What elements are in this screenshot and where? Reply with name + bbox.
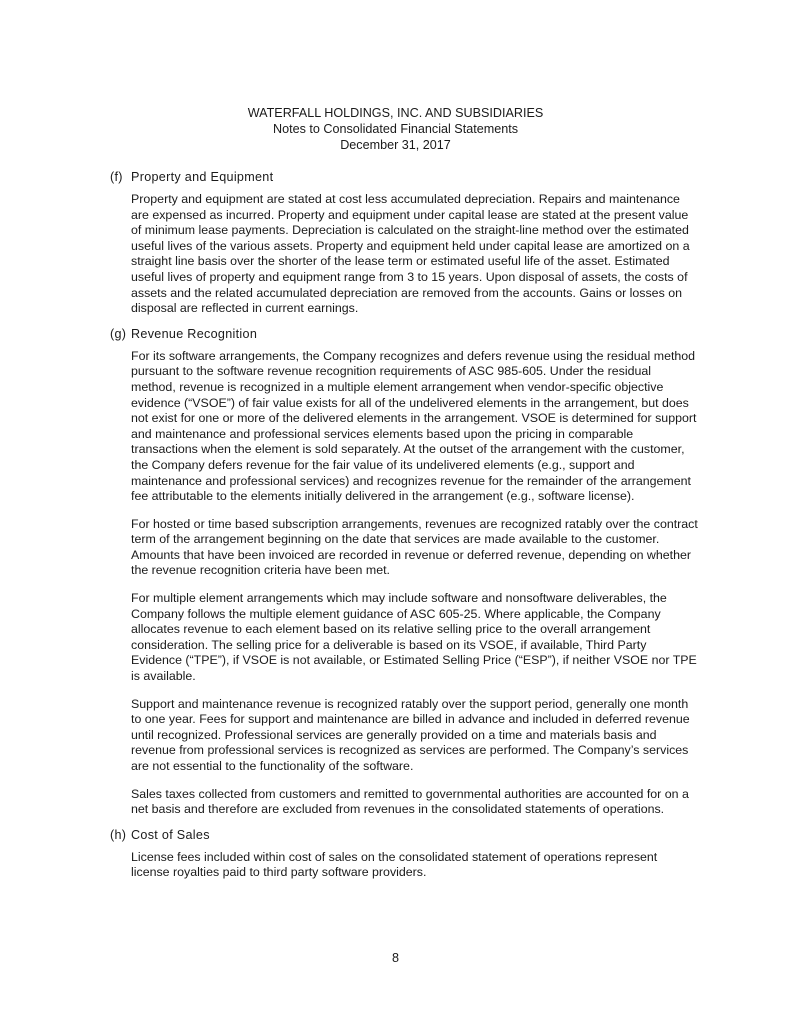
section-heading bbox=[0, 827, 791, 844]
document-header bbox=[0, 105, 791, 153]
paragraph: License fees included within cost of sales on the consolidated statement of operations represent license royalties paid to third party software providers. bbox=[131, 849, 658, 880]
section-property-and-equipment bbox=[0, 169, 791, 317]
section-heading bbox=[0, 326, 791, 343]
paragraph: Support and maintenance revenue is recognized ratably over the support period, generally one month to one year. Fees for support and maintenance are billed in advance and included in deferred revenue until recognized. Professional services are generally provided on a time and materials basis and revenue from professional services is recognized as services are performed. The Company’s services are not essential to the functionality of the software. bbox=[131, 696, 690, 773]
section-cost-of-sales bbox=[0, 827, 791, 881]
notes-body bbox=[0, 169, 791, 893]
page-number: 8 bbox=[391, 951, 399, 965]
section-letter: (g) bbox=[110, 326, 127, 341]
document-subtitle: Notes to Consolidated Financial Statements bbox=[272, 122, 518, 136]
section-heading bbox=[0, 169, 791, 186]
section-letter: (f) bbox=[110, 170, 123, 184]
paragraph: Property and equipment are stated at cost less accumulated depreciation. Repairs and maintenance are expensed as incurred. Property and equipment under capital lease are stated at the present value of minimum lease payments. Depreciation is calculated on the straight-line method over the estimated useful lives of the various assets. Property and equipment held under capital lease are amortized on a straight line basis over the shorter of the lease term or estimated useful life of the asset. Estimated useful lives of property and equipment range from 3 to 15 years. Upon disposal of assets, the costs of assets and the related accumulated depreciation are removed from the accounts. Gains or losses on disposal are reflected in current earnings. bbox=[131, 192, 690, 316]
paragraph: For multiple element arrangements which may include software and nonsoftware deliverables, the Company follows the multiple element guidance of ASC 605-25. Where applicable, the Company allocates revenue to each element based on its relative selling price to the overall arrangement consideration. The selling price for a deliverable is based on its VSOE, if available, Third Party Evidence (“TPE”), if VSOE is not available, or Estimated Selling Price (“ESP”), if neither VSOE nor TPE is available. bbox=[131, 591, 697, 684]
statement-date: December 31, 2017 bbox=[340, 138, 451, 152]
section-letter: (h) bbox=[110, 827, 127, 842]
section-title: Property and Equipment bbox=[131, 170, 274, 184]
paragraph: For its software arrangements, the Company recognizes and defers revenue using the residual method pursuant to the software revenue recognition requirements of ASC 985-605. Under the residual method, revenue is recognized in a multiple element arrangement when vendor-specific objective evidence (“VSOE”) of fair value exists for all of the undelivered elements in the arrangement, but does not exist for one or more of the delivered elements in the arrangement. VSOE is determined for support and maintenance and professional services elements based upon the pricing in comparable transactions when the element is sold separately. At the outset of the arrangement with the customer, the Company defers revenue for the fair value of its undelivered elements (e.g., support and maintenance and professional services) and recognizes revenue for the remainder of the arrangement fee attributable to the elements initially delivered in the arrangement (e.g., software license). bbox=[131, 348, 697, 504]
company-name: WATERFALL HOLDINGS, INC. AND SUBSIDIARIES bbox=[247, 106, 544, 120]
paragraph: For hosted or time based subscription arrangements, revenues are recognized ratably over the contract term of the arrangement beginning on the date that services are made available to the customer. Amounts that have been invoiced are recorded in revenue or deferred revenue, depending on whether the revenue recognition criteria have been met. bbox=[131, 516, 698, 578]
section-revenue-recognition bbox=[0, 326, 791, 818]
section-title: Cost of Sales bbox=[131, 827, 210, 842]
section-title: Revenue Recognition bbox=[131, 326, 258, 341]
paragraph: Sales taxes collected from customers and remitted to governmental authorities are accounted for on a net basis and therefore are excluded from revenues in the consolidated statements of operations. bbox=[131, 786, 689, 817]
